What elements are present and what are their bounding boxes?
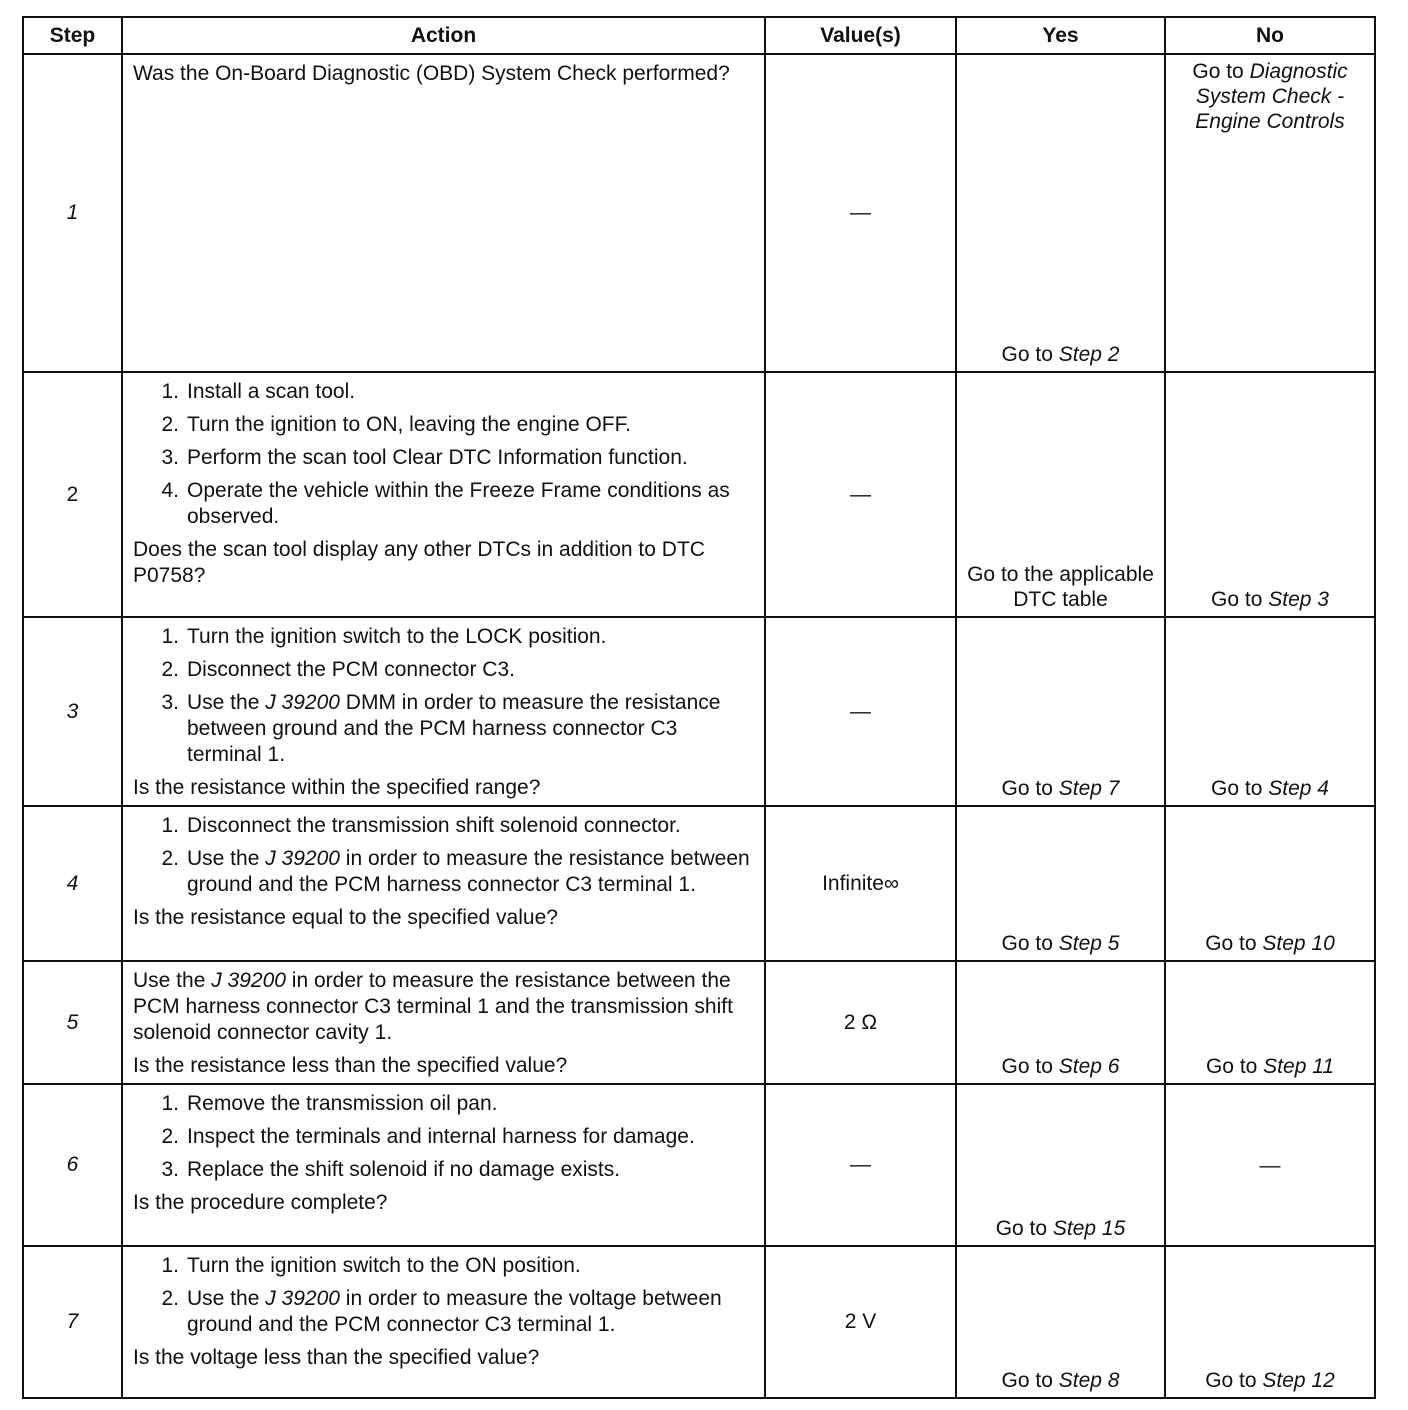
action-instruction: Use the J 39200 in order to measure the resistance between the PCM harness connector C3 terminal 1 and the transmission shift solenoid connector cavity 1. xyxy=(133,969,733,1044)
action-question: Does the scan tool display any other DTCs in addition to DTC P0758? xyxy=(133,538,705,587)
value-cell: 2 V xyxy=(765,1246,956,1398)
yes-cell xyxy=(956,1246,1165,1398)
yes-step-link: Step 7 xyxy=(1058,777,1120,800)
table-row-step-5 xyxy=(23,961,1375,1084)
yes-text: Go to xyxy=(1001,777,1059,800)
action-cell xyxy=(122,806,765,961)
yes-text: Go to xyxy=(1001,1369,1059,1392)
table-row-step-3 xyxy=(23,617,1375,806)
action-list-item: 3. Perform the scan tool Clear DTC Information function. xyxy=(161,446,688,469)
yes-cell xyxy=(956,1084,1165,1246)
action-list-item: 1. Remove the transmission oil pan. xyxy=(161,1092,498,1115)
action-list-item: 2. Inspect the terminals and internal harness for damage. xyxy=(161,1125,695,1148)
value-cell: Infinite∞ xyxy=(765,806,956,961)
step-number: 5 xyxy=(23,961,122,1084)
action-list-item: 3. Replace the shift solenoid if no damage exists. xyxy=(161,1158,621,1181)
yes-cell xyxy=(956,806,1165,961)
no-step-link: Step 11 xyxy=(1263,1055,1335,1078)
action-list xyxy=(133,624,754,768)
action-question: Is the voltage less than the specified value? xyxy=(133,1346,540,1369)
action-cell xyxy=(122,617,765,806)
action-list xyxy=(133,379,754,530)
yes-cell xyxy=(956,961,1165,1084)
value-cell: — xyxy=(765,372,956,617)
no-step-link: Step 3 xyxy=(1268,588,1329,611)
no-text: Go to xyxy=(1205,1369,1263,1392)
step-number: 4 xyxy=(23,806,122,961)
table-row-step-1 xyxy=(23,54,1375,372)
header-yes: Yes xyxy=(956,17,1165,54)
yes-text: Go to xyxy=(1001,343,1059,366)
step-number: 3 xyxy=(23,617,122,806)
header-action: Action xyxy=(122,17,765,54)
action-cell xyxy=(122,961,765,1084)
no-text: Go to xyxy=(1211,588,1269,611)
no-text: Go to xyxy=(1205,1055,1264,1078)
action-question: Is the procedure complete? xyxy=(133,1191,388,1214)
action-list-item: 1. Install a scan tool. xyxy=(161,380,356,403)
no-text: Go to xyxy=(1205,932,1263,955)
no-cell xyxy=(1165,1246,1375,1398)
yes-cell xyxy=(956,372,1165,617)
no-step-link: Step 4 xyxy=(1268,777,1329,800)
step-number: 6 xyxy=(23,1084,122,1246)
action-list-item: 2. Use the J 39200 in order to measure the resistance between ground and the PCM harness connector C3 terminal 1. xyxy=(161,847,750,896)
step-number: 2 xyxy=(23,372,122,617)
action-question: Is the resistance less than the specified value? xyxy=(133,1054,568,1077)
action-question: Was the On-Board Diagnostic (OBD) System Check performed? xyxy=(133,62,730,85)
action-cell xyxy=(122,54,765,372)
diagnostic-table xyxy=(22,16,1376,1399)
yes-text: Go to xyxy=(995,1217,1053,1240)
yes-step-link: Step 8 xyxy=(1058,1369,1120,1392)
no-cell xyxy=(1165,806,1375,961)
action-list-item: 3. Use the J 39200 DMM in order to measure the resistance between ground and the PCM harness connector C3 terminal 1. xyxy=(161,691,721,766)
action-list-item: 2. Turn the ignition to ON, leaving the engine OFF. xyxy=(161,413,631,436)
yes-text: Go to xyxy=(1001,1055,1059,1078)
yes-cell xyxy=(956,617,1165,806)
no-cell xyxy=(1165,1084,1375,1246)
yes-step-link: Step 6 xyxy=(1058,1055,1120,1078)
no-cell xyxy=(1165,961,1375,1084)
action-list-item: 1. Turn the ignition switch to the ON position. xyxy=(161,1254,581,1277)
value-cell: — xyxy=(765,617,956,806)
action-list xyxy=(133,1091,754,1183)
yes-step-link: Step 2 xyxy=(1058,343,1120,366)
action-question: Is the resistance within the specified range? xyxy=(133,776,541,799)
action-cell xyxy=(122,372,765,617)
value-cell: — xyxy=(765,1084,956,1246)
value-cell: — xyxy=(765,54,956,372)
no-cell xyxy=(1165,54,1375,372)
no-text: — xyxy=(1259,1153,1281,1177)
action-list-item: 2. Disconnect the PCM connector C3. xyxy=(161,658,515,681)
no-cell xyxy=(1165,372,1375,617)
table-row-step-7 xyxy=(23,1246,1375,1398)
action-list-item: 1. Disconnect the transmission shift solenoid connector. xyxy=(161,814,681,837)
header-row xyxy=(23,17,1375,54)
header-value: Value(s) xyxy=(765,17,956,54)
no-step-link: Step 10 xyxy=(1262,932,1335,955)
no-text: Go to xyxy=(1192,60,1250,83)
action-list-item: 2. Use the J 39200 in order to measure the voltage between ground and the PCM connector C3 terminal 1. xyxy=(161,1287,722,1336)
no-cell xyxy=(1165,617,1375,806)
action-list xyxy=(133,1253,754,1338)
header-no: No xyxy=(1165,17,1375,54)
action-question: Is the resistance equal to the specified value? xyxy=(133,906,558,929)
yes-step-link: Step 15 xyxy=(1052,1217,1126,1240)
step-number: 7 xyxy=(23,1246,122,1398)
action-cell xyxy=(122,1084,765,1246)
table-row-step-6 xyxy=(23,1084,1375,1246)
action-list-item: 1. Turn the ignition switch to the LOCK position. xyxy=(161,625,607,648)
yes-text: Go to the applicable DTC table xyxy=(967,563,1154,611)
yes-text: Go to xyxy=(1001,932,1059,955)
no-text: Go to xyxy=(1211,777,1269,800)
no-step-link: Diagnostic System Check - Engine Controls xyxy=(1195,60,1348,133)
action-list-item: 4. Operate the vehicle within the Freeze Frame conditions as observed. xyxy=(161,479,730,528)
table-row-step-4 xyxy=(23,806,1375,961)
step-number: 1 xyxy=(23,54,122,372)
no-step-link: Step 12 xyxy=(1262,1369,1335,1392)
yes-cell xyxy=(956,54,1165,372)
value-cell: 2 Ω xyxy=(765,961,956,1084)
table-row-step-2 xyxy=(23,372,1375,617)
action-list xyxy=(133,813,754,898)
action-cell xyxy=(122,1246,765,1398)
header-step: Step xyxy=(23,17,122,54)
yes-step-link: Step 5 xyxy=(1058,932,1120,955)
